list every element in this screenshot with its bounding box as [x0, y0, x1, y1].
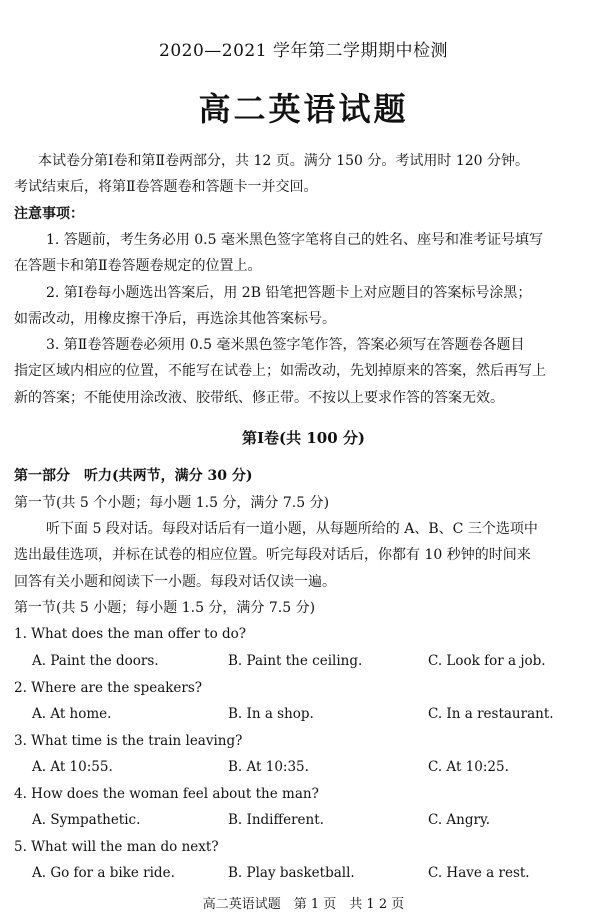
question-3-option-b: B. At 10:35. [228, 759, 309, 775]
instruction-line-1: 听下面 5 段对话。每段对话后有一道小题，从每题所给的 A、B、C 三个选项中 [46, 521, 538, 537]
question-4-option-a: A. Sympathetic. [32, 812, 141, 828]
note-2-line-2: 如需改动，用橡皮擦干净后，再选涂其他答案标号。 [14, 311, 336, 327]
question-5-option-b: B. Play basketball. [228, 865, 355, 881]
question-1: 1. What does the man offer to do? [14, 626, 247, 642]
question-3: 3. What time is the train leaving? [14, 733, 243, 749]
page-footer: 高二英语试题 第 1 页 共 1 2 页 [202, 897, 405, 912]
question-1-option-b: B. Paint the ceiling. [228, 653, 363, 669]
question-4: 4. How does the woman feel about the man? [14, 786, 319, 802]
note-1-line-2: 在答题卡和第Ⅱ卷答题卷规定的位置上。 [14, 258, 262, 274]
note-1-line-1: 1. 答题前，考生务必用 0.5 毫米黑色签字笔将自己的姓名、座号和准考证号填写 [46, 232, 543, 248]
question-5-option-c: C. Have a rest. [428, 865, 530, 881]
note-3-line-3: 新的答案；不能使用涂改液、胶带纸、修正带。不按以上要求作答的答案无效。 [14, 390, 504, 406]
question-2-option-c: C. In a restaurant. [428, 706, 554, 722]
subsection-heading: 第一节(共 5 个小题；每小题 1.5 分，满分 7.5 分) [14, 495, 330, 511]
notes-heading: 注意事项： [14, 206, 84, 222]
question-5-option-a: A. Go for a bike ride. [32, 865, 175, 881]
part-1-heading: 第一部分 听力(共两节，满分 30 分) [14, 468, 253, 484]
intro-line-1: 本试卷分第Ⅰ卷和第Ⅱ卷两部分，共 12 页。满分 150 分。考试用时 120 分钟。 [38, 153, 530, 169]
note-3-line-1: 3. 第Ⅱ卷答题卷必须用 0.5 毫米黑色签字笔作答，答案必须写在答题卷各题目 [46, 337, 525, 353]
exam-term: 2020—2021 学年第二学期期中检测 [159, 41, 448, 61]
question-1-option-c: C. Look for a job. [428, 653, 546, 669]
intro-line-2: 考试结束后，将第Ⅱ卷答题卷和答题卡一并交回。 [14, 179, 318, 195]
question-4-option-c: C. Angry. [428, 812, 491, 828]
volume-title: 第Ⅰ卷(共 100 分) [242, 429, 365, 447]
question-4-option-b: B. Indifferent. [228, 812, 324, 828]
instruction-line-2: 选出最佳选项，并标在试卷的相应位置。听完每段对话后，你都有 10 秒钟的时间来 [14, 547, 531, 563]
subsection-heading-repeat: 第一节(共 5 小题；每小题 1.5 分，满分 7.5 分) [14, 600, 316, 616]
question-1-option-a: A. Paint the doors. [32, 653, 159, 669]
question-2: 2. Where are the speakers? [14, 680, 203, 696]
question-2-option-b: B. In a shop. [228, 706, 314, 722]
note-2-line-1: 2. 第Ⅰ卷每小题选出答案后，用 2B 铅笔把答题卡上对应题目的答案标号涂黑； [46, 285, 532, 301]
question-5: 5. What will the man do next? [14, 839, 219, 855]
question-3-option-a: A. At 10:55. [32, 759, 113, 775]
page-title: 高二英语试题 [198, 90, 409, 128]
instruction-line-3: 回答有关小题和阅读下一小题。每段对话仅读一遍。 [14, 574, 336, 590]
question-2-option-a: A. At home. [32, 706, 112, 722]
note-3-line-2: 指定区域内相应的位置，不能写在试卷上；如需改动，先划掉原来的答案，然后再写上 [14, 363, 546, 379]
question-3-option-c: C. At 10:25. [428, 759, 509, 775]
